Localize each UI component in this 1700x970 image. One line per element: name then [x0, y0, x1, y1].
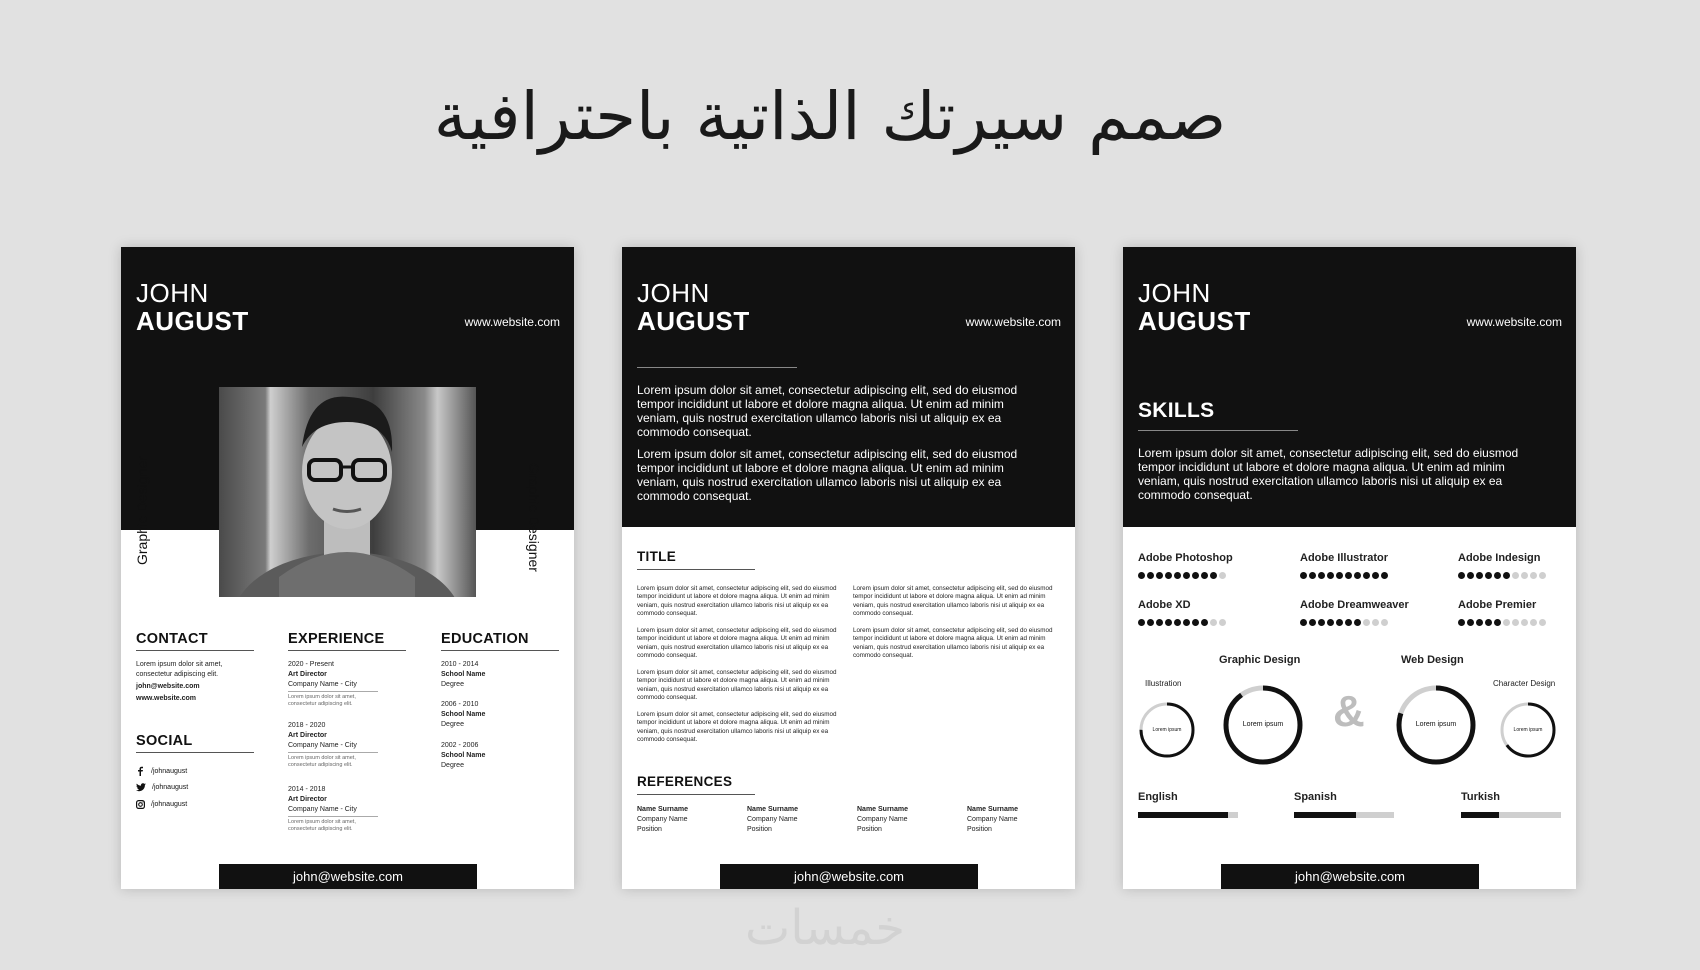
skill-dot	[1183, 619, 1190, 626]
contact-email[interactable]: john@website.com	[136, 683, 200, 690]
reference-company: Company Name	[637, 816, 688, 823]
skill-dot	[1372, 572, 1379, 579]
skill-dot	[1318, 572, 1325, 579]
divider	[637, 367, 797, 368]
skill-dot	[1165, 619, 1172, 626]
divider	[288, 752, 378, 753]
skill-name: Adobe Premier	[1458, 599, 1537, 611]
first-name: JOHN	[1138, 278, 1211, 308]
education-school: School Name	[441, 752, 486, 759]
skill-dot	[1530, 619, 1537, 626]
experience-years: 2020 - Present	[288, 661, 334, 668]
experience-company: Company Name - City	[288, 742, 357, 749]
skill-dot	[1219, 619, 1226, 626]
language-name: English	[1138, 791, 1178, 803]
language-bar	[1138, 812, 1238, 818]
skill-name: Adobe Photoshop	[1138, 552, 1233, 564]
divider	[637, 794, 755, 795]
social-handle: /johnaugust	[151, 801, 188, 808]
skill-dot	[1138, 619, 1145, 626]
divider	[136, 650, 254, 651]
skill-dots	[1458, 572, 1546, 579]
experience-company: Company Name - City	[288, 681, 357, 688]
first-name: JOHN	[136, 278, 209, 308]
skill-dot	[1147, 619, 1154, 626]
divider	[288, 691, 378, 692]
education-years: 2010 - 2014	[441, 661, 479, 668]
education-years: 2006 - 2010	[441, 701, 479, 708]
social-item[interactable]	[136, 766, 187, 776]
website: www.website.com	[464, 315, 560, 329]
skill-dot	[1503, 572, 1510, 579]
skill-dot	[1345, 572, 1352, 579]
skill-dot	[1201, 619, 1208, 626]
watermark-logo: خمسات	[745, 900, 906, 956]
skill-dot	[1458, 572, 1465, 579]
skill-dot	[1201, 572, 1208, 579]
experience-desc: Lorem ipsum dolor sit amet, consectetur adipiscing elit.	[288, 819, 356, 832]
profile-photo	[219, 387, 476, 597]
reference-name: Name Surname	[857, 806, 908, 813]
reference-position: Position	[967, 826, 992, 833]
skill-dot	[1521, 619, 1528, 626]
ring-inner-text: Lorem ipsum	[1242, 721, 1284, 728]
skill-dot	[1354, 572, 1361, 579]
contact-text: Lorem ipsum dolor sit amet, consectetur adipiscing elit.	[136, 661, 223, 678]
social-handle: /johnaugust	[151, 767, 188, 775]
skill-name: Adobe Dreamweaver	[1300, 599, 1409, 611]
skill-dots	[1300, 619, 1388, 626]
skill-dot	[1485, 619, 1492, 626]
role-vertical-right: Graphic Designer	[526, 463, 542, 572]
intro-paragraph: Lorem ipsum dolor sit amet, consectetur adipiscing elit, sed do eiusmod tempor incididunt ut labore et dolore magna aliqua. Ut enim ad minim veniam, quis nostrud exercitation ullamco laboris nisi ut aliquip ex ea commodo consequat.	[637, 447, 1018, 503]
skill-dot	[1300, 572, 1307, 579]
skill-dot	[1467, 572, 1474, 579]
skill-name: Adobe Illustrator	[1300, 552, 1389, 564]
ring-label: Illustration	[1145, 679, 1182, 688]
skill-dot	[1192, 572, 1199, 579]
reference-company: Company Name	[857, 816, 908, 823]
skill-dot	[1458, 619, 1465, 626]
skill-dot	[1530, 572, 1537, 579]
social-item[interactable]	[136, 783, 188, 792]
resume-name	[1138, 279, 1251, 335]
last-name: AUGUST	[1138, 306, 1251, 336]
education-school: School Name	[441, 711, 486, 718]
experience-desc: Lorem ipsum dolor sit amet, consectetur adipiscing elit.	[288, 694, 356, 707]
reference-position: Position	[857, 826, 882, 833]
headline: صمم سيرتك الذاتية باحترافية	[433, 78, 1227, 155]
skill-dot	[1494, 572, 1501, 579]
skill-dot	[1210, 572, 1217, 579]
resume-page-2	[622, 247, 1075, 889]
ring-label: Character Design	[1493, 679, 1556, 688]
social-handle: /johnaugust	[152, 784, 189, 791]
skill-dot	[1309, 572, 1316, 579]
reference-position: Position	[747, 826, 772, 833]
contact-title: CONTACT	[136, 631, 208, 647]
skill-dots	[1138, 572, 1226, 579]
body-paragraph: Lorem ipsum dolor sit amet, consectetur adipiscing elit, sed do eiusmod tempor incididunt ut labore et dolore magna aliqua. Ut enim ad minim veniam, quis nostrud exercitation ullamco laboris nisi ut aliquip ex ea commodo consequat.	[637, 669, 837, 701]
skill-dot	[1336, 572, 1343, 579]
skill-dot	[1300, 619, 1307, 626]
social-title: SOCIAL	[136, 733, 193, 749]
skill-dot	[1174, 619, 1181, 626]
skill-dot	[1183, 572, 1190, 579]
skill-dot	[1494, 619, 1501, 626]
contact-web[interactable]: www.website.com	[136, 695, 197, 702]
experience-role: Art Director	[288, 796, 327, 803]
resume-page-1	[121, 247, 574, 889]
divider	[136, 752, 254, 753]
reference-name: Name Surname	[967, 806, 1018, 813]
resume-page-3	[1123, 247, 1576, 889]
skill-dot	[1318, 619, 1325, 626]
language-name: Spanish	[1294, 791, 1337, 803]
first-name: JOHN	[637, 278, 710, 308]
body-paragraph: Lorem ipsum dolor sit amet, consectetur adipiscing elit, sed do eiusmod tempor incididunt ut labore et dolore magna aliqua. Ut enim ad minim veniam, quis nostrud exercitation ullamco laboris nisi ut aliquip ex ea commodo consequat.	[637, 627, 837, 659]
skill-dot	[1372, 619, 1379, 626]
education-years: 2002 - 2006	[441, 742, 479, 749]
body-paragraph: Lorem ipsum dolor sit amet, consectetur adipiscing elit, sed do eiusmod tempor incididunt ut labore et dolore magna aliqua. Ut enim ad minim veniam, quis nostrud exercitation ullamco laboris nisi ut aliquip ex ea commodo consequat.	[637, 585, 837, 617]
experience-years: 2014 - 2018	[288, 786, 326, 793]
skill-dot	[1210, 619, 1217, 626]
divider	[288, 816, 378, 817]
skill-dot	[1156, 572, 1163, 579]
education-degree: Degree	[441, 681, 464, 688]
body-paragraph: Lorem ipsum dolor sit amet, consectetur adipiscing elit, sed do eiusmod tempor incididunt ut labore et dolore magna aliqua. Ut enim ad minim veniam, quis nostrud exercitation ullamco laboris nisi ut aliquip ex ea commodo consequat.	[853, 585, 1053, 617]
skill-dot	[1345, 619, 1352, 626]
skill-dot	[1336, 619, 1343, 626]
last-name: AUGUST	[637, 306, 750, 336]
skill-dot	[1476, 572, 1483, 579]
skill-dot	[1327, 619, 1334, 626]
skill-dot	[1327, 572, 1334, 579]
divider	[1138, 430, 1298, 431]
skill-dot	[1354, 619, 1361, 626]
instagram-icon	[136, 800, 145, 809]
group-label-graphic: Graphic Design	[1219, 654, 1301, 666]
skill-dot	[1512, 619, 1519, 626]
body-paragraph: Lorem ipsum dolor sit amet, consectetur adipiscing elit, sed do eiusmod tempor incididunt ut labore et dolore magna aliqua. Ut enim ad minim veniam, quis nostrud exercitation ullamco laboris nisi ut aliquip ex ea commodo consequat.	[637, 711, 837, 743]
language-bar	[1461, 812, 1561, 818]
role-vertical-left: Graphic Designer	[134, 456, 150, 565]
skill-name: Adobe XD	[1138, 599, 1191, 611]
ring-inner-text: Lorem ipsum	[1415, 721, 1457, 728]
ring-inner-text: Lorem ipsum	[1513, 727, 1543, 733]
resume-name	[136, 279, 249, 335]
education-school: School Name	[441, 671, 486, 678]
reference-name: Name Surname	[637, 806, 688, 813]
skill-dot	[1503, 619, 1510, 626]
footer-email[interactable]: john@website.com	[720, 864, 978, 889]
body-paragraph: Lorem ipsum dolor sit amet, consectetur adipiscing elit, sed do eiusmod tempor incididunt ut labore et dolore magna aliqua. Ut enim ad minim veniam, quis nostrud exercitation ullamco laboris nisi ut aliquip ex ea commodo consequat.	[853, 627, 1053, 659]
divider	[441, 650, 559, 651]
portrait-image	[219, 387, 476, 597]
skill-dots	[1138, 619, 1226, 626]
footer-email[interactable]: john@website.com	[1221, 864, 1479, 889]
skill-dot	[1363, 572, 1370, 579]
website: www.website.com	[1466, 315, 1562, 329]
references-title: REFERENCES	[637, 774, 733, 789]
experience-role: Art Director	[288, 732, 327, 739]
language-bar	[1294, 812, 1394, 818]
resume-name	[637, 279, 750, 335]
education-degree: Degree	[441, 762, 464, 769]
experience-title: EXPERIENCE	[288, 631, 385, 647]
skill-dots	[1300, 572, 1388, 579]
skill-dot	[1219, 572, 1226, 579]
website: www.website.com	[965, 315, 1061, 329]
reference-position: Position	[637, 826, 662, 833]
skill-dot	[1147, 572, 1154, 579]
ring-inner-text: Lorem ipsum	[1152, 727, 1182, 733]
divider	[637, 569, 755, 570]
experience-desc: Lorem ipsum dolor sit amet, consectetur adipiscing elit.	[288, 755, 356, 768]
last-name: AUGUST	[136, 306, 249, 336]
twitter-icon	[136, 783, 146, 792]
footer-email[interactable]: john@website.com	[219, 864, 477, 889]
skill-dot	[1476, 619, 1483, 626]
facebook-icon	[136, 766, 145, 776]
skill-dot	[1138, 572, 1145, 579]
skill-dot	[1174, 572, 1181, 579]
section-title: TITLE	[637, 549, 676, 564]
experience-years: 2018 - 2020	[288, 722, 326, 729]
experience-company: Company Name - City	[288, 806, 357, 813]
skill-name: Adobe Indesign	[1458, 552, 1541, 564]
group-label-web: Web Design	[1401, 654, 1464, 666]
skill-dot	[1467, 619, 1474, 626]
skill-dot	[1512, 572, 1519, 579]
skill-dot	[1309, 619, 1316, 626]
skill-dot	[1485, 572, 1492, 579]
skill-dot	[1539, 619, 1546, 626]
divider	[288, 650, 406, 651]
skill-dot	[1192, 619, 1199, 626]
skill-dot	[1381, 572, 1388, 579]
ampersand: &	[1333, 687, 1365, 736]
intro-paragraph: Lorem ipsum dolor sit amet, consectetur adipiscing elit, sed do eiusmod tempor incididunt ut labore et dolore magna aliqua. Ut enim ad minim veniam, quis nostrud exercitation ullamco laboris nisi ut aliquip ex ea commodo consequat.	[637, 383, 1018, 439]
language-name: Turkish	[1461, 791, 1500, 803]
skills-title: SKILLS	[1138, 399, 1215, 422]
education-title: EDUCATION	[441, 631, 529, 647]
skill-dot	[1539, 572, 1546, 579]
reference-company: Company Name	[747, 816, 798, 823]
education-degree: Degree	[441, 721, 464, 728]
experience-role: Art Director	[288, 671, 327, 678]
skill-dot	[1381, 619, 1388, 626]
skills-paragraph: Lorem ipsum dolor sit amet, consectetur adipiscing elit, sed do eiusmod tempor incididunt ut labore et dolore magna aliqua. Ut enim ad minim veniam, quis nostrud exercitation ullamco laboris nisi ut aliquip ex ea commodo consequat.	[1138, 446, 1519, 502]
skill-dot	[1521, 572, 1528, 579]
skill-dot	[1165, 572, 1172, 579]
skill-dot	[1363, 619, 1370, 626]
reference-name: Name Surname	[747, 806, 798, 813]
skill-dot	[1156, 619, 1163, 626]
skill-dots	[1458, 619, 1546, 626]
social-item[interactable]	[136, 800, 187, 809]
reference-company: Company Name	[967, 816, 1018, 823]
